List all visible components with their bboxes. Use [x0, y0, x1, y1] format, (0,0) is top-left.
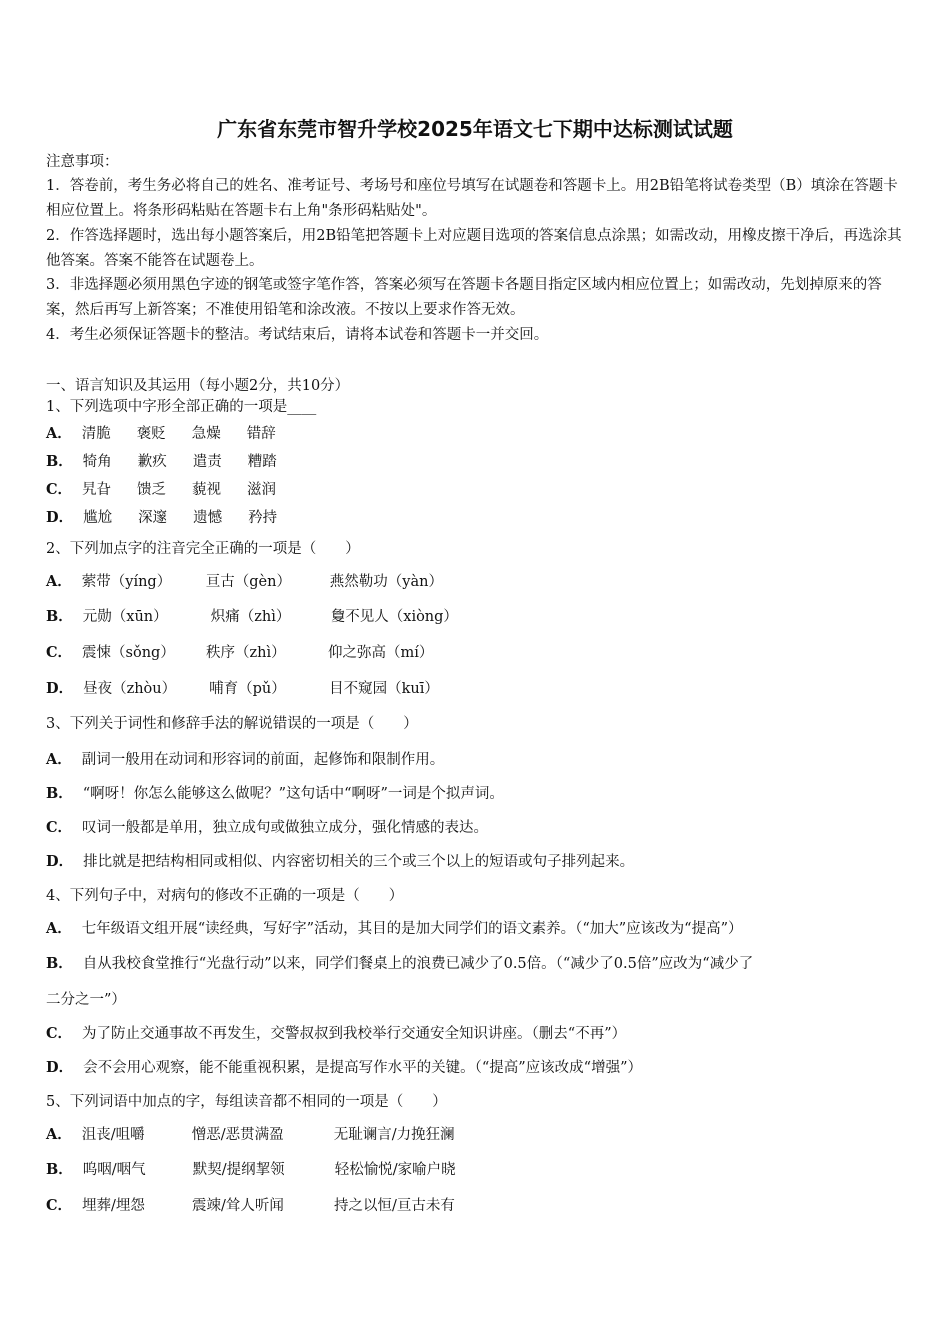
question-4-option-d: D． 会不会用心观察，能不能重视积累，是提高写作水平的关键。（“提高”应该改成“增强”）	[46, 1059, 642, 1076]
question-3-option-b: B． “啊呀！你怎么能够这么做呢？”这句话中“啊呀”一词是个拟声词。	[46, 785, 504, 802]
notice-item-1: 1．答卷前，考生务必将自己的姓名、准考证号、考场号和座位号填写在试题卷和答题卡上。用2B铅笔将试卷类型（B）填涂在答题卡相应位置上。将条形码粘贴在答题卡右上角"条形码粘贴处"。	[46, 178, 898, 219]
question-5-option-c: C． 埋葬/埋怨 震竦/耸人听闻 持之以恒/亘古未有	[46, 1197, 455, 1214]
question-4-stem: 4、下列句子中，对病句的修改不正确的一项是（ ）	[46, 888, 404, 904]
notice-item-2: 2．作答选择题时，选出每小题答案后，用2B铅笔把答题卡上对应题目选项的答案信息点涂黑；如需改动，用橡皮擦干净后，再选涂其他答案。答案不能答在试题卷上。	[46, 228, 902, 269]
question-1-option-c: C． 旯旮 馈乏 藐视 滋润	[46, 481, 277, 498]
question-4-option-c: C． 为了防止交通事故不再发生，交警叔叔到我校举行交通安全知识讲座。（删去“不再”）	[46, 1025, 627, 1042]
notice-item-4: 4．考生必须保证答题卡的整洁。考试结束后，请将本试卷和答题卡一并交回。	[46, 327, 549, 343]
question-2-stem: 2、下列加点字的注音完全正确的一项是（ ）	[46, 541, 360, 557]
question-3-stem: 3、下列关于词性和修辞手法的解说错误的一项是（ ）	[46, 716, 418, 732]
question-1-stem: 1、下列选项中字形全部正确的一项是____	[46, 399, 317, 415]
section-heading: 一、语言知识及其运用（每小题2分，共10分）	[46, 378, 350, 394]
question-3-option-c: C． 叹词一般都是单用，独立成句或做独立成分，强化情感的表达。	[46, 819, 489, 836]
question-4-option-b: B． 自从我校食堂推行“光盘行动”以来，同学们餐桌上的浪费已减少了0.5倍。（“减少了0.5倍”应改为“减少了	[46, 955, 754, 972]
question-4-option-a: A． 七年级语文组开展“读经典，写好字”活动，其目的是加大同学们的语文素养。（“加大”应该改为“提高”）	[46, 920, 743, 937]
question-5-option-a: A． 沮丧/咀嚼 憎恶/恶贯满盈 无耻谰言/力挽狂澜	[46, 1126, 455, 1143]
question-1-option-b: B． 犄角 歉疚 遣责 糟踏	[46, 453, 277, 470]
question-1-option-a: A． 清脆 褒贬 急燥 错辞	[46, 425, 276, 442]
question-2-option-a: A． 萦带（yíng） 亘古（gèn） 燕然勒功（yàn）	[46, 573, 443, 590]
question-2-option-d: D． 昼夜（zhòu） 哺育（pǔ） 目不窥园（kuī）	[46, 680, 439, 697]
question-5-stem: 5、下列词语中加点的字，每组读音都不相同的一项是（ ）	[46, 1094, 447, 1110]
notice-item-3: 3．非选择题必须用黑色字迹的钢笔或签字笔作答，答案必须写在答题卡各题目指定区域内相应位置上；如需改动，先划掉原来的答案，然后再写上新答案；不准使用铅笔和涂改液。不按以上要求作答无效。	[46, 277, 882, 318]
question-4-option-b-continued: 二分之一”）	[46, 992, 126, 1008]
question-3-option-a: A． 副词一般用在动词和形容词的前面，起修饰和限制作用。	[46, 751, 445, 768]
question-5-option-b: B． 呜咽/咽气 默契/提纲挈领 轻松愉悦/家喻户晓	[46, 1161, 456, 1178]
question-2-option-b: B． 元勋（xūn） 炽痛（zhì） 敻不见人（xiòng）	[46, 608, 458, 625]
notice-heading: 注意事项：	[46, 154, 119, 170]
question-2-option-c: C． 震悚（sǒng） 秩序（zhì） 仰之弥高（mí）	[46, 644, 434, 661]
question-3-option-d: D． 排比就是把结构相同或相似、内容密切相关的三个或三个以上的短语或句子排列起来。	[46, 853, 635, 870]
page-title: 广东省东莞市智升学校2025年语文七下期中达标测试试题	[217, 117, 733, 141]
question-1-option-d: D． 尴尬 深邃 遗憾 矜持	[46, 509, 278, 526]
